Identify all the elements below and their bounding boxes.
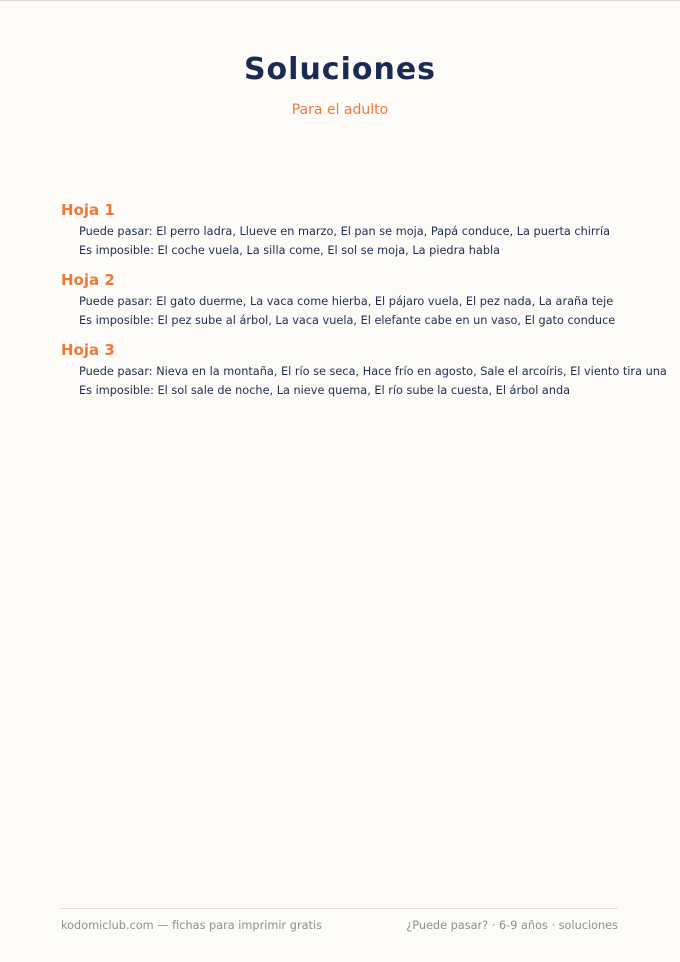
possible-answers: El perro ladra, Llueve en marzo, El pan se moja, Papá conduce, La puerta chirría: [156, 225, 611, 238]
page-title: Soluciones: [243, 52, 437, 87]
sheet-heading: Hoja 3: [61, 341, 115, 359]
possible-label: Puede pasar:: [79, 225, 153, 238]
footer-worksheet-info: ¿Puede pasar? · 6-9 años · soluciones: [406, 919, 618, 932]
sheet-2-solutions: [61, 270, 680, 330]
top-divider: [0, 0, 680, 1]
impossible-label: Es imposible:: [79, 314, 154, 327]
possible-label: Puede pasar:: [79, 365, 153, 378]
possible-label: Puede pasar:: [79, 295, 153, 308]
impossible-label: Es imposible:: [79, 244, 154, 257]
possible-line: [61, 292, 680, 311]
possible-answers: El gato duerme, La vaca come hierba, El pájaro vuela, El pez nada, La araña teje: [156, 295, 614, 308]
sheet-3-solutions: [61, 340, 680, 400]
impossible-line: [61, 311, 680, 330]
possible-answers: Nieva en la montaña, El río se seca, Hace frío en agosto, Sale el arcoíris, El viento tira una: [156, 365, 667, 378]
sheet-1-solutions: [61, 200, 680, 260]
impossible-answers: El pez sube al árbol, La vaca vuela, El elefante cabe en un vaso, El gato conduce: [157, 314, 616, 327]
impossible-line: [61, 241, 680, 260]
impossible-answers: El coche vuela, La silla come, El sol se moja, La piedra habla: [157, 244, 501, 257]
impossible-line: [61, 381, 680, 400]
possible-line: [61, 362, 680, 381]
solutions-list: [61, 200, 680, 410]
possible-line: [61, 222, 680, 241]
footer-divider: [61, 908, 618, 909]
page-subtitle: Para el adulto: [291, 102, 389, 118]
impossible-label: Es imposible:: [79, 384, 154, 397]
sheet-heading: Hoja 1: [61, 201, 115, 219]
footer-site-credit: kodomiclub.com — fichas para imprimir gratis: [61, 919, 322, 932]
sheet-heading: Hoja 2: [61, 271, 115, 289]
impossible-answers: El sol sale de noche, La nieve quema, El río sube la cuesta, El árbol anda: [157, 384, 571, 397]
